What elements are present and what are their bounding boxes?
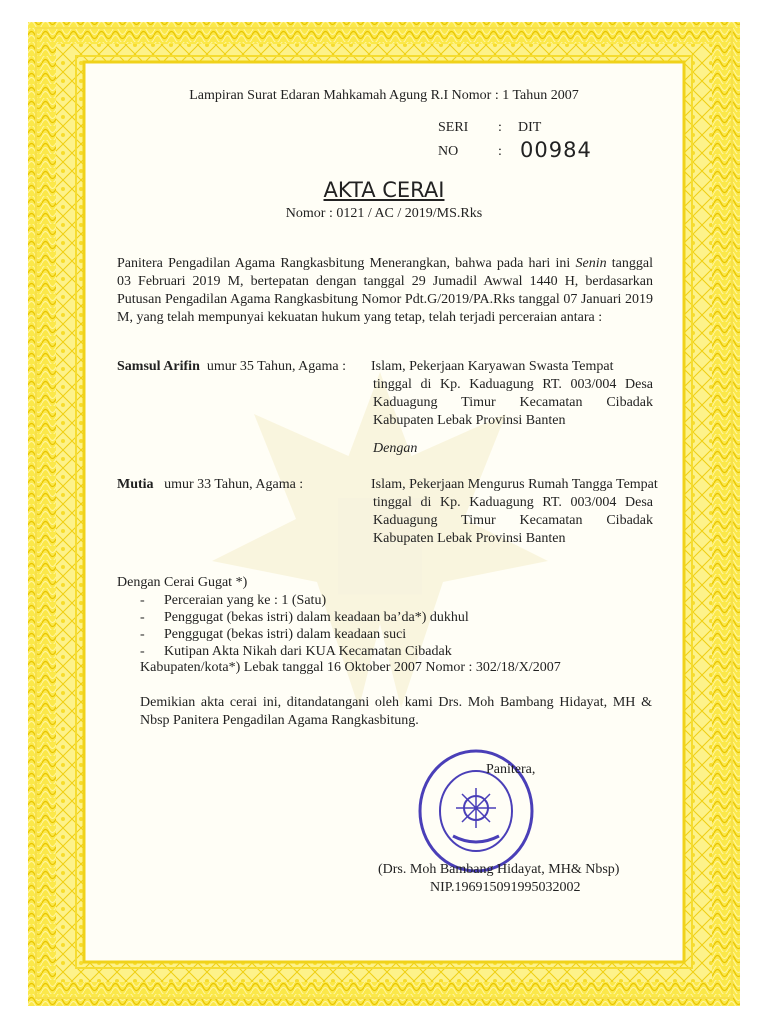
party-wife-details-rest: tinggal di Kp. Kaduagung RT. 003/004 Desa Kaduagung Timur Kecamatan Cibadak Kabupaten Lebak Provinsi Banten: [373, 495, 653, 546]
party-husband-details: [373, 358, 653, 430]
no-label: NO: [438, 144, 459, 159]
party-wife: [117, 476, 658, 548]
dengan-label: Dengan: [373, 441, 418, 456]
party-husband: [117, 358, 653, 430]
party-husband-label: [117, 358, 346, 376]
party-wife-details-first: Islam, Pekerjaan Mengurus Rumah Tangga Tempat: [371, 477, 658, 492]
party-wife-info: umur 33 Tahun, Agama :: [164, 477, 304, 492]
signer-name: (Drs. Moh Bambang Hidayat, MH& Nbsp): [378, 862, 620, 877]
signer-nip: NIP.196915091995032002: [430, 880, 581, 895]
lampiran-reference: Lampiran Surat Edaran Mahkamah Agung R.I Nomor : 1 Tahun 2007: [189, 88, 579, 103]
seri-colon: :: [498, 120, 502, 135]
list-dash: -: [140, 627, 145, 642]
kabupaten-line: Kabupaten/kota*) Lebak tanggal 16 Oktober 2007 Nomor : 302/18/X/2007: [140, 660, 561, 675]
party-wife-label: [117, 476, 303, 494]
party-husband-info: umur 35 Tahun, Agama :: [206, 359, 346, 374]
list-dash: -: [140, 593, 145, 608]
cerai-heading: Dengan Cerai Gugat *): [117, 575, 248, 590]
document-number: Nomor : 0121 / AC / 2019/MS.Rks: [285, 206, 483, 221]
seri-label: SERI: [438, 120, 469, 135]
list-dash: -: [140, 610, 145, 625]
party-husband-details-rest: tinggal di Kp. Kaduagung RT. 003/004 Desa Kaduagung Timur Kecamatan Cibadak Kabupaten Lebak Provinsi Banten: [373, 377, 653, 428]
list-item-text: Kutipan Akta Nikah dari KUA Kecamatan Cibadak: [164, 644, 452, 659]
intro-part-1: Panitera Pengadilan Agama Rangkasbitung Menerangkan, bahwa pada hari ini: [117, 256, 576, 271]
party-wife-details: [371, 476, 658, 548]
intro-paragraph: [117, 255, 653, 327]
list-item-text: Penggugat (bekas istri) dalam keadaan ba’da*) dukhul: [164, 610, 469, 625]
party-wife-name: Mutia: [117, 477, 154, 492]
list-item-text: Perceraian yang ke : 1 (Satu): [164, 593, 327, 608]
no-value: 00984: [520, 138, 592, 162]
intro-day: Senin: [575, 256, 607, 271]
party-husband-name: Samsul Arifin: [117, 359, 200, 374]
document-title: AKTA CERAI: [323, 178, 445, 202]
list-dash: -: [140, 644, 145, 659]
panitera-label: Panitera,: [486, 762, 536, 777]
closing-paragraph: Demikian akta cerai ini, ditandatangani oleh kami Drs. Moh Bambang Hidayat, MH & Nbsp Panitera Pengadilan Agama Rangkasbitung.: [140, 695, 652, 728]
intro-part-2: tanggal 03 Februari 2019 M, bertepatan dengan tanggal 29 Jumadil Awwal 1440 H, berdasarkan Putusan Pengadilan Agama Rangkasbitung Nomor Pdt.G/2019/PA.Rks tanggal 07 Januari 2019 M, yang telah mempunyai kekuatan hukum yang tetap, telah terjadi perceraian antara :: [117, 256, 653, 325]
party-husband-details-first: Islam, Pekerjaan Karyawan Swasta Tempat: [371, 359, 614, 374]
seri-value: DIT: [518, 120, 542, 135]
no-colon: :: [498, 144, 502, 159]
list-item-text: Penggugat (bekas istri) dalam keadaan suci: [164, 627, 407, 642]
